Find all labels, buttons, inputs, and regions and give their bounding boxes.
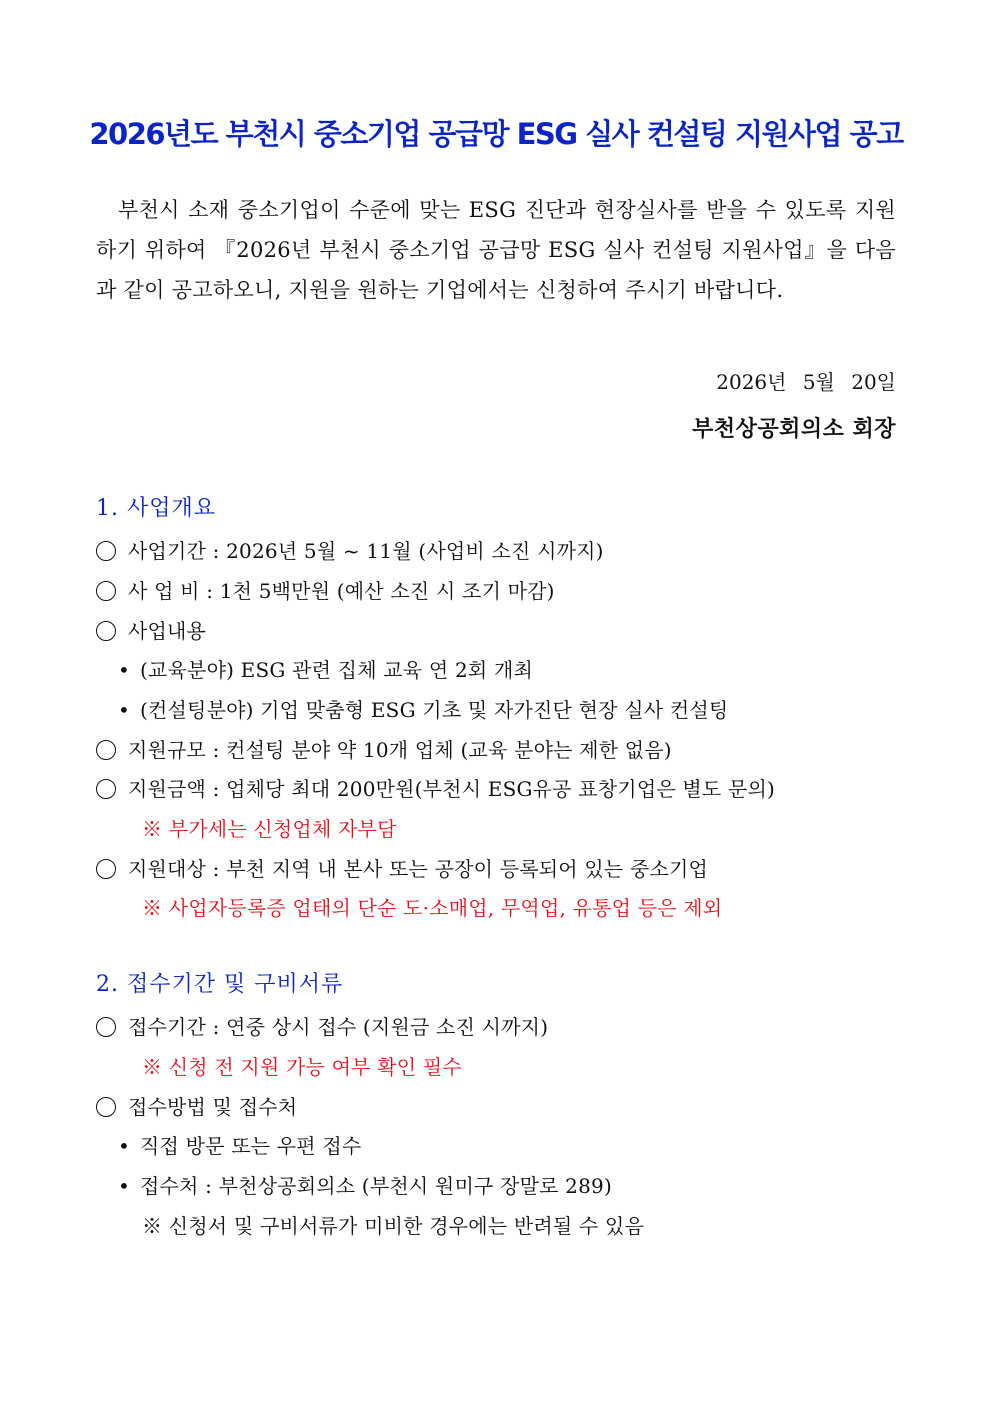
section-2-heading: 2. 접수기간 및 구비서류 — [96, 972, 344, 997]
dot-bullet-icon: • — [118, 1174, 130, 1198]
signer: 부천상공회의소 회장 — [692, 416, 896, 442]
circle-bullet-icon — [96, 541, 116, 561]
method-note: ※ 신청서 및 구비서류가 미비한 경우에는 반려될 수 있음 — [142, 1214, 645, 1238]
target-note: ※ 사업자등록증 업태의 단순 도·소매업, 무역업, 유통업 등은 제외 — [142, 896, 723, 920]
list-item: • (교육분야) ESG 관련 집체 교육 연 2회 개최 — [118, 658, 533, 682]
dot-bullet-icon: • — [118, 698, 130, 722]
period-note: ※ 신청 전 지원 가능 여부 확인 필수 — [142, 1055, 462, 1079]
list-item: • 직접 방문 또는 우편 접수 — [118, 1134, 362, 1158]
section-1-content-label: 사업내용 — [96, 615, 916, 644]
circle-bullet-icon — [96, 779, 116, 799]
section-1-budget: 사 업 비 : 1천 5백만원 (예산 소진 시 조기 마감) — [96, 575, 916, 604]
section-1-period: 사업기간 : 2026년 5월 ~ 11월 (사업비 소진 시까지) — [96, 535, 916, 564]
circle-bullet-icon — [96, 859, 116, 879]
amount-note: ※ 부가세는 신청업체 자부담 — [142, 817, 397, 841]
page-title: 2026년도 부천시 중소기업 공급망 ESG 실사 컨설팅 지원사업 공고 — [89, 117, 903, 151]
section-2-period: 접수기간 : 연중 상시 접수 (지원금 소진 시까지) — [96, 1011, 916, 1040]
circle-bullet-icon — [96, 621, 116, 641]
section-1-amount: 지원금액 : 업체당 최대 200만원(부천시 ESG유공 표창기업은 별도 문의) — [96, 773, 916, 802]
section-1-target: 지원대상 : 부천 지역 내 본사 또는 공장이 등록되어 있는 중소기업 — [96, 853, 916, 882]
list-item: • (컨설팅분야) 기업 맞춤형 ESG 기초 및 자가진단 현장 실사 컨설팅 — [118, 698, 729, 722]
section-1-heading: 1. 사업개요 — [96, 496, 216, 521]
section-2-method-label: 접수방법 및 접수처 — [96, 1091, 916, 1120]
dot-bullet-icon: • — [118, 658, 130, 682]
intro-paragraph: 부천시 소재 중소기업이 수준에 맞는 ESG 진단과 현장실사를 받을 수 있도록 지원하기 위하여 『2026년 부천시 중소기업 공급망 ESG 실사 컨설팅 지원사업』을 다음과 같이 공고하오니, 지원을 원하는 기업에서는 신청하여 주시기 바랍니다. — [96, 198, 896, 302]
circle-bullet-icon — [96, 740, 116, 760]
dot-bullet-icon: • — [118, 1134, 130, 1158]
circle-bullet-icon — [96, 1097, 116, 1117]
section-1-scale: 지원규모 : 컨설팅 분야 약 10개 업체 (교육 분야는 제한 없음) — [96, 734, 916, 763]
circle-bullet-icon — [96, 581, 116, 601]
list-item: • 접수처 : 부천상공회의소 (부천시 원미구 장말로 289) — [118, 1174, 612, 1198]
announcement-date: 2026년 5월 20일 — [716, 370, 896, 394]
circle-bullet-icon — [96, 1017, 116, 1037]
